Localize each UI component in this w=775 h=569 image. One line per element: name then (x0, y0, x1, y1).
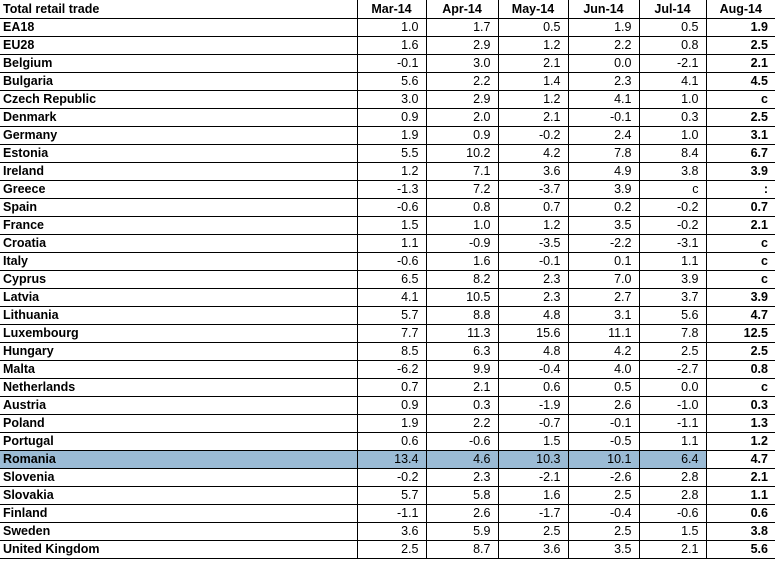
value-cell: 8.7 (426, 541, 498, 559)
value-cell: 4.8 (498, 343, 568, 361)
value-cell: 2.3 (498, 271, 568, 289)
country-name-cell: United Kingdom (0, 541, 357, 559)
country-name-cell: EA18 (0, 19, 357, 37)
value-cell: 4.1 (357, 289, 426, 307)
country-name-cell: Slovakia (0, 487, 357, 505)
value-cell: 6.3 (426, 343, 498, 361)
value-cell: c (706, 253, 775, 271)
value-cell: 2.1 (706, 469, 775, 487)
country-name-cell: Italy (0, 253, 357, 271)
value-cell: 2.1 (498, 55, 568, 73)
value-cell: 2.5 (357, 541, 426, 559)
table-row (0, 523, 775, 541)
value-cell: 2.6 (568, 397, 639, 415)
value-cell: -0.2 (357, 469, 426, 487)
country-name-cell: Greece (0, 181, 357, 199)
value-cell: 12.5 (706, 325, 775, 343)
value-cell: 5.7 (357, 307, 426, 325)
value-cell: 1.0 (639, 91, 706, 109)
country-name-cell: Sweden (0, 523, 357, 541)
value-cell: 0.9 (426, 127, 498, 145)
value-cell: 0.1 (568, 253, 639, 271)
value-cell: 1.6 (426, 253, 498, 271)
value-cell: 1.0 (426, 217, 498, 235)
country-name-cell: Poland (0, 415, 357, 433)
table-row (0, 343, 775, 361)
value-cell: 1.9 (357, 415, 426, 433)
value-cell: 8.5 (357, 343, 426, 361)
country-name-cell: Bulgaria (0, 73, 357, 91)
value-cell: 2.2 (568, 37, 639, 55)
value-cell: 3.6 (498, 541, 568, 559)
table-row (0, 379, 775, 397)
country-name-cell: Denmark (0, 109, 357, 127)
value-cell: -0.5 (568, 433, 639, 451)
value-cell: 7.0 (568, 271, 639, 289)
value-cell: 0.7 (706, 199, 775, 217)
value-cell: 2.8 (639, 469, 706, 487)
value-cell: 2.3 (426, 469, 498, 487)
table-row (0, 199, 775, 217)
header-cell-title: Total retail trade (0, 0, 357, 19)
table-row (0, 307, 775, 325)
value-cell: 2.9 (426, 37, 498, 55)
value-cell: 1.2 (498, 217, 568, 235)
value-cell: 5.9 (426, 523, 498, 541)
value-cell: 2.0 (426, 109, 498, 127)
value-cell: c (706, 379, 775, 397)
value-cell: 0.3 (639, 109, 706, 127)
country-name-cell: Luxembourg (0, 325, 357, 343)
value-cell: 1.2 (706, 433, 775, 451)
country-name-cell: Netherlands (0, 379, 357, 397)
country-name-cell: Spain (0, 199, 357, 217)
value-cell: 3.5 (568, 217, 639, 235)
value-cell: 2.7 (568, 289, 639, 307)
value-cell: 2.5 (706, 343, 775, 361)
value-cell: 0.0 (568, 55, 639, 73)
value-cell: -6.2 (357, 361, 426, 379)
value-cell: 3.0 (357, 91, 426, 109)
value-cell: 1.5 (498, 433, 568, 451)
table-row (0, 235, 775, 253)
value-cell: c (706, 91, 775, 109)
value-cell: 2.1 (426, 379, 498, 397)
value-cell: 2.5 (568, 523, 639, 541)
header-row (0, 0, 775, 19)
value-cell: 3.0 (426, 55, 498, 73)
value-cell: -1.9 (498, 397, 568, 415)
value-cell: -0.9 (426, 235, 498, 253)
value-cell: 6.4 (639, 451, 706, 469)
value-cell: 4.1 (568, 91, 639, 109)
value-cell: 6.7 (706, 145, 775, 163)
value-cell: 3.9 (568, 181, 639, 199)
value-cell: 2.5 (706, 37, 775, 55)
table-row (0, 181, 775, 199)
table-row (0, 433, 775, 451)
country-name-cell: Lithuania (0, 307, 357, 325)
value-cell: 0.5 (639, 19, 706, 37)
value-cell: -0.6 (357, 253, 426, 271)
value-cell: 7.7 (357, 325, 426, 343)
table-row (0, 127, 775, 145)
country-name-cell: EU28 (0, 37, 357, 55)
value-cell: 1.9 (706, 19, 775, 37)
value-cell: 1.1 (639, 253, 706, 271)
table-row (0, 55, 775, 73)
table-row (0, 145, 775, 163)
value-cell: 2.2 (426, 73, 498, 91)
value-cell: -2.2 (568, 235, 639, 253)
value-cell: c (639, 181, 706, 199)
value-cell: 3.5 (568, 541, 639, 559)
value-cell: -0.1 (498, 253, 568, 271)
value-cell: -2.1 (639, 55, 706, 73)
value-cell: 5.6 (706, 541, 775, 559)
value-cell: 2.9 (426, 91, 498, 109)
value-cell: 0.7 (357, 379, 426, 397)
value-cell: 4.2 (568, 343, 639, 361)
value-cell: 1.1 (357, 235, 426, 253)
value-cell: 2.1 (639, 541, 706, 559)
value-cell: 7.2 (426, 181, 498, 199)
value-cell: 3.9 (639, 271, 706, 289)
value-cell: 3.9 (706, 289, 775, 307)
table-row (0, 505, 775, 523)
country-name-cell: Malta (0, 361, 357, 379)
value-cell: 0.6 (357, 433, 426, 451)
country-name-cell: Cyprus (0, 271, 357, 289)
value-cell: -2.1 (498, 469, 568, 487)
table-row (0, 19, 775, 37)
value-cell: 13.4 (357, 451, 426, 469)
value-cell: 0.8 (706, 361, 775, 379)
value-cell: -2.7 (639, 361, 706, 379)
value-cell: 0.5 (568, 379, 639, 397)
header-cell-apr-14: Apr-14 (426, 0, 498, 19)
table-row (0, 469, 775, 487)
value-cell: 2.6 (426, 505, 498, 523)
table-row-highlighted (0, 451, 775, 469)
value-cell: 2.4 (568, 127, 639, 145)
value-cell: -1.3 (357, 181, 426, 199)
value-cell: -0.2 (639, 199, 706, 217)
value-cell: 4.8 (498, 307, 568, 325)
value-cell: 0.0 (639, 379, 706, 397)
country-name-cell: Hungary (0, 343, 357, 361)
country-name-cell: Belgium (0, 55, 357, 73)
table-row (0, 217, 775, 235)
value-cell: 1.2 (357, 163, 426, 181)
value-cell: 5.5 (357, 145, 426, 163)
value-cell: 1.4 (498, 73, 568, 91)
value-cell: -2.6 (568, 469, 639, 487)
value-cell: -1.1 (639, 415, 706, 433)
country-name-cell: Romania (0, 451, 357, 469)
table-body (0, 19, 775, 559)
table-row (0, 325, 775, 343)
value-cell: 7.8 (639, 325, 706, 343)
value-cell: 0.3 (706, 397, 775, 415)
value-cell: 7.8 (568, 145, 639, 163)
header-cell-jun-14: Jun-14 (568, 0, 639, 19)
country-name-cell: Estonia (0, 145, 357, 163)
country-name-cell: Czech Republic (0, 91, 357, 109)
value-cell: 1.5 (357, 217, 426, 235)
value-cell: -0.6 (639, 505, 706, 523)
value-cell: 1.7 (426, 19, 498, 37)
country-name-cell: Slovenia (0, 469, 357, 487)
value-cell: 2.1 (498, 109, 568, 127)
value-cell: 2.5 (706, 109, 775, 127)
value-cell: 11.3 (426, 325, 498, 343)
value-cell: 5.7 (357, 487, 426, 505)
value-cell: 0.8 (639, 37, 706, 55)
value-cell: 1.1 (639, 433, 706, 451)
value-cell: 1.0 (357, 19, 426, 37)
value-cell: -0.1 (357, 55, 426, 73)
value-cell: 8.4 (639, 145, 706, 163)
value-cell: 8.8 (426, 307, 498, 325)
value-cell: 4.7 (706, 307, 775, 325)
table-row (0, 109, 775, 127)
country-name-cell: Germany (0, 127, 357, 145)
value-cell: 15.6 (498, 325, 568, 343)
value-cell: 4.6 (426, 451, 498, 469)
table-row (0, 397, 775, 415)
value-cell: 0.6 (706, 505, 775, 523)
country-name-cell: Ireland (0, 163, 357, 181)
value-cell: -0.1 (568, 415, 639, 433)
value-cell: 3.9 (706, 163, 775, 181)
value-cell: 0.9 (357, 397, 426, 415)
value-cell: 2.5 (568, 487, 639, 505)
value-cell: 8.2 (426, 271, 498, 289)
value-cell: -0.7 (498, 415, 568, 433)
country-name-cell: France (0, 217, 357, 235)
country-name-cell: Finland (0, 505, 357, 523)
table-row (0, 253, 775, 271)
value-cell: 2.3 (568, 73, 639, 91)
value-cell: 0.7 (498, 199, 568, 217)
value-cell: 4.5 (706, 73, 775, 91)
table-row (0, 415, 775, 433)
value-cell: -3.7 (498, 181, 568, 199)
value-cell: 1.2 (498, 91, 568, 109)
table-row (0, 487, 775, 505)
value-cell: 1.5 (639, 523, 706, 541)
value-cell: -0.4 (568, 505, 639, 523)
table-row (0, 73, 775, 91)
value-cell: 3.8 (639, 163, 706, 181)
table-row (0, 37, 775, 55)
value-cell: 1.6 (498, 487, 568, 505)
value-cell: c (706, 271, 775, 289)
value-cell: 0.5 (498, 19, 568, 37)
header-cell-may-14: May-14 (498, 0, 568, 19)
value-cell: -3.5 (498, 235, 568, 253)
value-cell: 11.1 (568, 325, 639, 343)
value-cell: 2.1 (706, 55, 775, 73)
value-cell: 4.1 (639, 73, 706, 91)
header-cell-mar-14: Mar-14 (357, 0, 426, 19)
table-row (0, 361, 775, 379)
value-cell: 0.6 (498, 379, 568, 397)
value-cell: 1.9 (357, 127, 426, 145)
table-row (0, 163, 775, 181)
value-cell: 1.2 (498, 37, 568, 55)
value-cell: 2.5 (639, 343, 706, 361)
value-cell: 3.6 (498, 163, 568, 181)
value-cell: 3.7 (639, 289, 706, 307)
value-cell: 3.1 (706, 127, 775, 145)
value-cell: -1.1 (357, 505, 426, 523)
value-cell: 10.1 (568, 451, 639, 469)
table-row (0, 91, 775, 109)
value-cell: 5.8 (426, 487, 498, 505)
value-cell: 3.1 (568, 307, 639, 325)
value-cell: -1.7 (498, 505, 568, 523)
country-name-cell: Croatia (0, 235, 357, 253)
header-cell-aug-14: Aug-14 (706, 0, 775, 19)
value-cell: 2.1 (706, 217, 775, 235)
value-cell: c (706, 235, 775, 253)
table-row (0, 271, 775, 289)
value-cell: 1.9 (568, 19, 639, 37)
value-cell: -0.6 (426, 433, 498, 451)
value-cell: 4.2 (498, 145, 568, 163)
value-cell: -0.2 (639, 217, 706, 235)
value-cell: 0.9 (357, 109, 426, 127)
value-cell: -1.0 (639, 397, 706, 415)
value-cell: 3.8 (706, 523, 775, 541)
value-cell: 10.3 (498, 451, 568, 469)
value-cell: 4.0 (568, 361, 639, 379)
value-cell: 2.2 (426, 415, 498, 433)
value-cell: 4.9 (568, 163, 639, 181)
value-cell: -0.4 (498, 361, 568, 379)
country-name-cell: Latvia (0, 289, 357, 307)
value-cell: 5.6 (357, 73, 426, 91)
value-cell: 4.7 (706, 451, 775, 469)
value-cell: -0.2 (498, 127, 568, 145)
value-cell: 0.8 (426, 199, 498, 217)
value-cell: 2.8 (639, 487, 706, 505)
value-cell: 9.9 (426, 361, 498, 379)
value-cell: 2.5 (498, 523, 568, 541)
value-cell: 3.6 (357, 523, 426, 541)
value-cell: 10.5 (426, 289, 498, 307)
header-cell-jul-14: Jul-14 (639, 0, 706, 19)
value-cell: 1.1 (706, 487, 775, 505)
value-cell: 1.6 (357, 37, 426, 55)
value-cell: -3.1 (639, 235, 706, 253)
value-cell: : (706, 181, 775, 199)
value-cell: 1.0 (639, 127, 706, 145)
value-cell: 6.5 (357, 271, 426, 289)
table-row (0, 541, 775, 559)
country-name-cell: Austria (0, 397, 357, 415)
value-cell: 5.6 (639, 307, 706, 325)
value-cell: 0.2 (568, 199, 639, 217)
value-cell: 10.2 (426, 145, 498, 163)
table-row (0, 289, 775, 307)
value-cell: 2.3 (498, 289, 568, 307)
value-cell: 1.3 (706, 415, 775, 433)
value-cell: -0.6 (357, 199, 426, 217)
value-cell: 7.1 (426, 163, 498, 181)
value-cell: 0.3 (426, 397, 498, 415)
value-cell: -0.1 (568, 109, 639, 127)
country-name-cell: Portugal (0, 433, 357, 451)
